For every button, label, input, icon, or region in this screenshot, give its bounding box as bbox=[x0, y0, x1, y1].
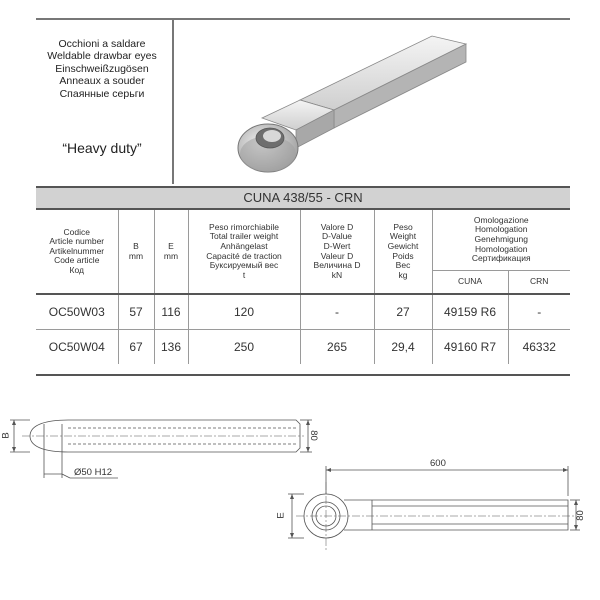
col-valore-header: Valore D D-Value D-Wert Valeur D Величина D kN bbox=[300, 210, 374, 294]
col-peso-header: Peso rimorchiabile Total trailer weight Anhängelast Capacité de traction Буксируемый вес t bbox=[188, 210, 300, 294]
col-weight-header: Peso Weight Gewicht Poids Вес kg bbox=[374, 210, 432, 294]
cell-crn: - bbox=[508, 294, 570, 330]
dim-600-label: 600 bbox=[430, 458, 446, 469]
cell-peso: 120 bbox=[188, 294, 300, 330]
tagline: “Heavy duty” bbox=[62, 140, 142, 156]
cell-weight: 29,4 bbox=[374, 330, 432, 365]
name-it: Occhioni a saldare bbox=[58, 38, 146, 50]
dim-hole-label: Ø50 H12 bbox=[74, 467, 113, 478]
col-crn-header: CRN bbox=[508, 270, 570, 294]
cell-e: 116 bbox=[154, 294, 188, 330]
cell-peso: 250 bbox=[188, 330, 300, 365]
cuna-band: CUNA 438/55 - CRN bbox=[36, 186, 570, 210]
cell-weight: 27 bbox=[374, 294, 432, 330]
cell-valore: 265 bbox=[300, 330, 374, 365]
col-b-header: B mm bbox=[118, 210, 154, 294]
col-e-header: E mm bbox=[154, 210, 188, 294]
dim-b-label: B bbox=[0, 432, 12, 439]
name-en: Weldable drawbar eyes bbox=[47, 50, 157, 63]
col-cuna-header: CUNA bbox=[432, 270, 508, 294]
name-fr: Anneaux a souder bbox=[59, 75, 145, 88]
col-code-header: Codice Article number Artikelnummer Code article Код bbox=[49, 226, 105, 275]
dim-e-label: E bbox=[275, 512, 287, 519]
cell-b: 67 bbox=[118, 330, 154, 365]
cell-cuna: 49160 R7 bbox=[432, 330, 508, 365]
dim-80-top-label: 80 bbox=[574, 510, 586, 521]
cell-cuna: 49159 R6 bbox=[432, 294, 508, 330]
name-de: Einschweißzugösen bbox=[55, 62, 149, 75]
cell-e: 136 bbox=[154, 330, 188, 365]
col-omolog-header: Omologazione Homologation Genehmigung Homologation Сертификация bbox=[432, 210, 570, 270]
name-ru: Спаянные серьги bbox=[59, 87, 145, 100]
cell-code: OC50W03 bbox=[48, 305, 105, 319]
cell-crn: 46332 bbox=[508, 330, 570, 365]
cell-b: 57 bbox=[118, 294, 154, 330]
cell-code: OC50W04 bbox=[48, 340, 105, 354]
dim-80-side-label: 80 bbox=[307, 430, 319, 441]
cell-valore: - bbox=[300, 294, 374, 330]
